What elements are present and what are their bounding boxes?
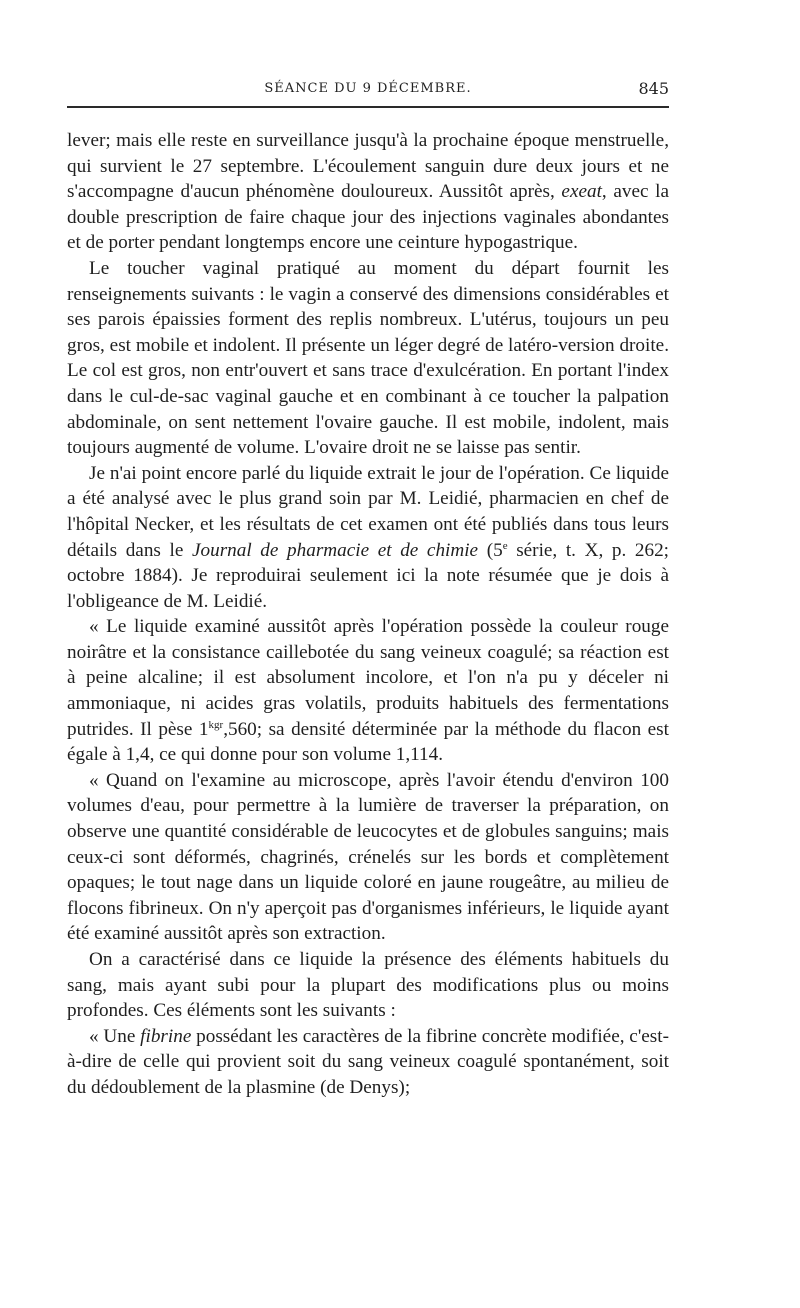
text-run: ,560; sa densité déterminée par la méthode du flacon est égale à 1,4, ce qui donne pour son volume 1,114.: [67, 718, 669, 766]
superscript: kgr: [208, 718, 224, 731]
paragraph: [67, 256, 669, 461]
quoted-paragraph: [67, 768, 669, 947]
running-title: SÉANCE DU 9 DÉCEMBRE.: [264, 81, 472, 96]
text-run: « Le liquide examiné aussitôt après l'opération possède la couleur rouge noirâtre et la consistance caillebotée du sang veineux coagulé; sa réaction est à peine alcaline; il est absolument incolore, et l'on n'a pu y déceler ni ammoniaque, ni acides gras volatils, produits habituels des fermentations putrides. Il pèse 1: [67, 616, 669, 740]
text-run: Je n'ai point encore parlé du liquide extrait le jour de l'opération. Ce liquide a été analysé avec le plus grand soin par M. Leidié, pharmacien en chef de l'hôpital Necker, et les résultats de cet examen ont été publiés dans tous leurs détails dans le: [67, 462, 669, 561]
quoted-paragraph: [67, 1024, 669, 1101]
page-header: [67, 78, 669, 100]
text-run: série, t. X, p. 262; octobre 1884). Je reproduirai seulement ici la note résumée que je dois à l'obligeance de M. Leidié.: [67, 539, 669, 612]
quoted-paragraph: [67, 614, 669, 768]
italic-run: fibrine: [140, 1025, 192, 1047]
text-run: « Quand on l'examine au microscope, après l'avoir étendu d'environ 100 volumes d'eau, pour permettre à la lumière de traverser la préparation, on observe une quantité considérable de leucocytes et de globules sanguins; mais ceux-ci sont déformés, chagrinés, crénelés sur les bords et complètement opaques; le tout nage dans un liquide coloré en jaune rougeâtre, au milieu de flocons fibrineux. On n'y aperçoit pas d'organismes inférieurs, le liquide ayant été examiné aussitôt après son extraction.: [67, 769, 669, 945]
paragraph: [67, 461, 669, 615]
paragraph-continuation: [67, 128, 669, 256]
text-run: Le toucher vaginal pratiqué au moment du départ fournit les renseignements suivants : le vagin a conservé des dimensions considérables et ses parois épaissies forment des replis nombreux. L'utérus, toujours un peu gros, est mobile et indolent. Il présente un léger degré de latéro-version droite. Le col est gros, non entr'ouvert et sans trace d'exulcération. En portant l'index dans le cul-de-sac vaginal gauche et en combinant à ce toucher la palpation abdominale, on sent nettement l'ovaire gauche. Il est mobile, indolent, mais toujours augmenté de volume. L'ovaire droit ne se laisse pas sentir.: [67, 257, 669, 459]
text-run: , avec la double prescription de faire chaque jour des injections vaginales abondantes et de porter pendant longtemps encore une ceinture hypogastrique.: [67, 181, 669, 254]
italic-run: exeat: [561, 181, 602, 203]
text-run: lever; mais elle reste en surveillance jusqu'à la prochaine époque menstruelle, qui survient le 27 septembre. L'écoulement sanguin dure deux jours et ne s'accompagne d'aucun phénomène douloureux. Aussitôt après,: [67, 130, 669, 203]
header-rule: [67, 106, 669, 108]
italic-run: Journal de pharmacie et de chimie: [191, 539, 479, 561]
text-run: possédant les caractères de la fibrine concrète modifiée, c'est-à-dire de celle qui provient soit du sang veineux coagulé spontanément, soit du dédoublement de la plasmine (de Denys);: [67, 1025, 669, 1098]
page-number: 845: [638, 79, 669, 98]
text-run: On a caractérisé dans ce liquide la présence des éléments habituels du sang, mais ayant subi pour la plupart des modifications plus ou moins profondes. Ces éléments sont les suivants :: [67, 949, 669, 1022]
paragraph: [67, 947, 669, 1024]
text-run: (5: [478, 539, 503, 561]
superscript: e: [502, 539, 508, 552]
body-text: [67, 128, 669, 1101]
text-run: « Une: [89, 1025, 141, 1047]
